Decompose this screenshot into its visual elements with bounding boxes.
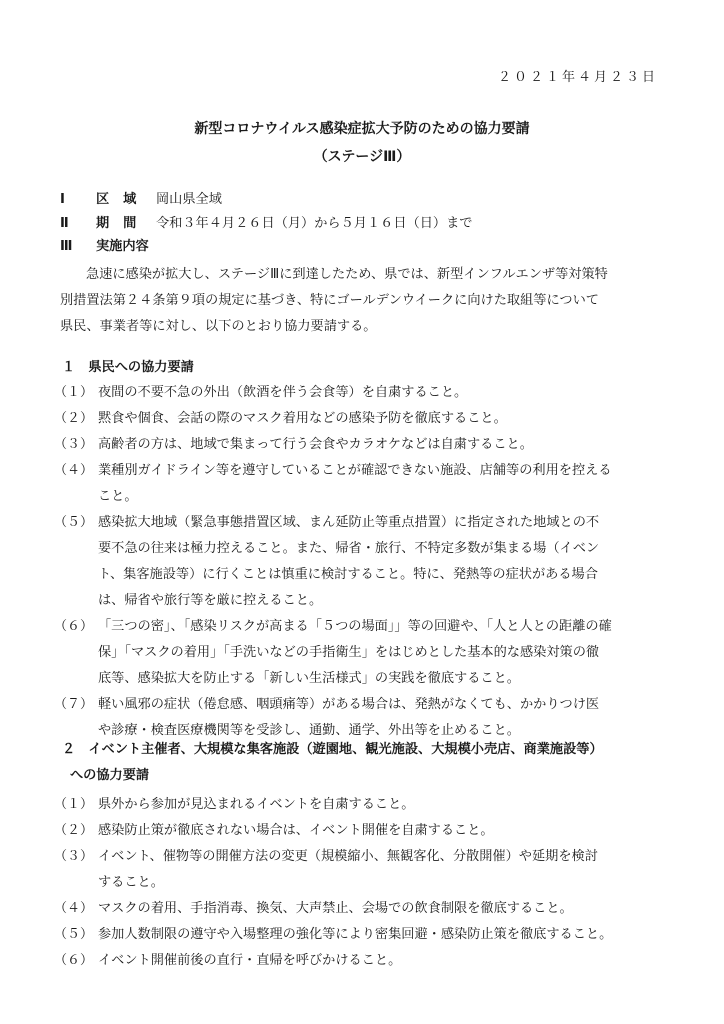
info-value: 令和３年４月２６日（月）から５月１６日（日）まで	[156, 216, 473, 231]
item-line: は、帰省や旅行等を厳に控えること。	[98, 593, 323, 608]
item-text	[98, 614, 674, 692]
list-item	[54, 896, 674, 922]
document-subtitle: （ステージⅢ）	[313, 149, 411, 165]
list-item	[54, 792, 674, 818]
item-line: 夜間の不要不急の外出（飲酒を伴う会食等）を自粛すること。	[98, 385, 468, 400]
intro-line: 別措置法第２４条第９項の規定に基づき、特にゴールデンウイークに向けた取組等について	[60, 293, 599, 308]
item-number: （４）	[54, 463, 94, 478]
item-number: （１）	[54, 797, 94, 812]
item-line: 底等、感染拡大を防止する「新しい生活様式」の実践を徹底すること。	[98, 671, 520, 686]
list-item	[54, 614, 674, 692]
item-text	[98, 844, 674, 896]
item-number: （５）	[54, 515, 94, 530]
intro-line: 急速に感染が拡大し、ステージⅢに到達したため、県では、新型インフルエンザ等対策特	[86, 267, 608, 282]
list-item	[54, 922, 674, 948]
info-number: Ⅰ	[60, 192, 65, 207]
item-number: （４）	[54, 901, 94, 916]
item-line: 保」「マスクの着用」「手洗いなどの手指衛生」をはじめとした基本的な感染対策の徹	[98, 645, 600, 660]
item-line: 「三つの密」、「感染リスクが高まる「５つの場面」」等の回避や、「人と人との距離の確	[98, 619, 612, 634]
info-row-content	[60, 236, 149, 258]
info-label: 期間	[96, 216, 151, 231]
list-item	[54, 818, 674, 844]
info-row-period	[60, 213, 473, 235]
item-line: や診療・検査医療機関等を受診し、通勤、通学、外出等を止めること。	[98, 723, 520, 738]
list-item	[54, 458, 674, 510]
item-number: （２）	[54, 411, 94, 426]
item-text	[98, 380, 674, 406]
item-text	[98, 922, 674, 948]
list-item	[54, 510, 674, 614]
info-label: 区域	[96, 192, 151, 207]
item-line: 黙食や個食、会話の際のマスク着用などの感染予防を徹底すること。	[98, 411, 507, 426]
item-line: 参加人数制限の遵守や入場整理の強化等により密集回避・感染防止策を徹底すること。	[98, 927, 613, 942]
intro-line: 県民、事業者等に対し、以下のとおり協力要請する。	[60, 319, 377, 334]
info-value: 岡山県全域	[156, 192, 222, 207]
info-row-area	[60, 189, 222, 211]
info-number: Ⅲ	[60, 239, 73, 254]
item-number: （５）	[54, 927, 94, 942]
item-number: （３）	[54, 437, 94, 452]
item-line: こと。	[98, 489, 138, 504]
item-text	[98, 406, 674, 432]
item-number: （６）	[54, 619, 94, 634]
item-line: 業種別ガイドライン等を遵守していることが確認できない施設、店舗等の利用を控える	[98, 463, 612, 478]
info-label: 実施内容	[96, 239, 149, 254]
document-title: 新型コロナウイルス感染症拡大予防のための協力要請	[194, 121, 530, 137]
item-line: イベント開催前後の直行・直帰を呼びかけること。	[98, 953, 402, 968]
item-line: イベント、催物等の開催方法の変更（規模縮小、無観客化、分散開催）や延期を検討	[98, 849, 598, 864]
item-number: （２）	[54, 823, 94, 838]
section1-list	[54, 380, 674, 744]
item-text	[98, 818, 674, 844]
list-item	[54, 432, 674, 458]
item-text	[98, 432, 674, 458]
section-heading: ２ イベント主催者、大規模な集客施設（遊園地、観光施設、大規模小売店、商業施設等）	[62, 742, 603, 757]
section-heading: １ 県民への協力要請	[62, 360, 194, 375]
document-date: ２０２１年４月２３日	[497, 70, 658, 85]
item-text	[98, 792, 674, 818]
item-line: 高齢者の方は、地域で集まって行う会食やカラオケなどは自粛すること。	[98, 437, 533, 452]
item-line: 感染防止策が徹底されない場合は、イベント開催を自粛すること。	[98, 823, 494, 838]
section2-list	[54, 792, 674, 974]
item-line: すること。	[98, 875, 164, 890]
item-text	[98, 458, 674, 510]
item-line: ト、集客施設等）に行くことは慎重に検討すること。特に、発熱等の症状がある場合	[98, 567, 598, 582]
item-number: （６）	[54, 953, 94, 968]
section-heading-continued: への協力要請	[70, 768, 150, 783]
intro-paragraph	[60, 262, 670, 340]
item-number: （１）	[54, 385, 94, 400]
list-item	[54, 406, 674, 432]
item-line: 軽い風邪の症状（倦怠感、咽頭痛等）がある場合は、発熱がなくても、かかりつけ医	[98, 697, 600, 712]
list-item	[54, 948, 674, 974]
item-number: （３）	[54, 849, 94, 864]
item-text	[98, 948, 674, 974]
list-item	[54, 692, 674, 744]
item-line: 要不急の往来は極力控えること。また、帰省・旅行、不特定多数が集まる場（イベン	[98, 541, 600, 556]
item-number: （７）	[54, 697, 94, 712]
list-item	[54, 844, 674, 896]
item-text	[98, 692, 674, 744]
list-item	[54, 380, 674, 406]
item-text	[98, 510, 674, 614]
item-line: 感染拡大地域（緊急事態措置区域、まん延防止等重点措置）に指定された地域との不	[98, 515, 600, 530]
item-line: マスクの着用、手指消毒、換気、大声禁止、会場での飲食制限を徹底すること。	[98, 901, 573, 916]
item-line: 県外から参加が見込まれるイベントを自粛すること。	[98, 797, 415, 812]
info-number: Ⅱ	[60, 216, 69, 231]
item-text	[98, 896, 674, 922]
